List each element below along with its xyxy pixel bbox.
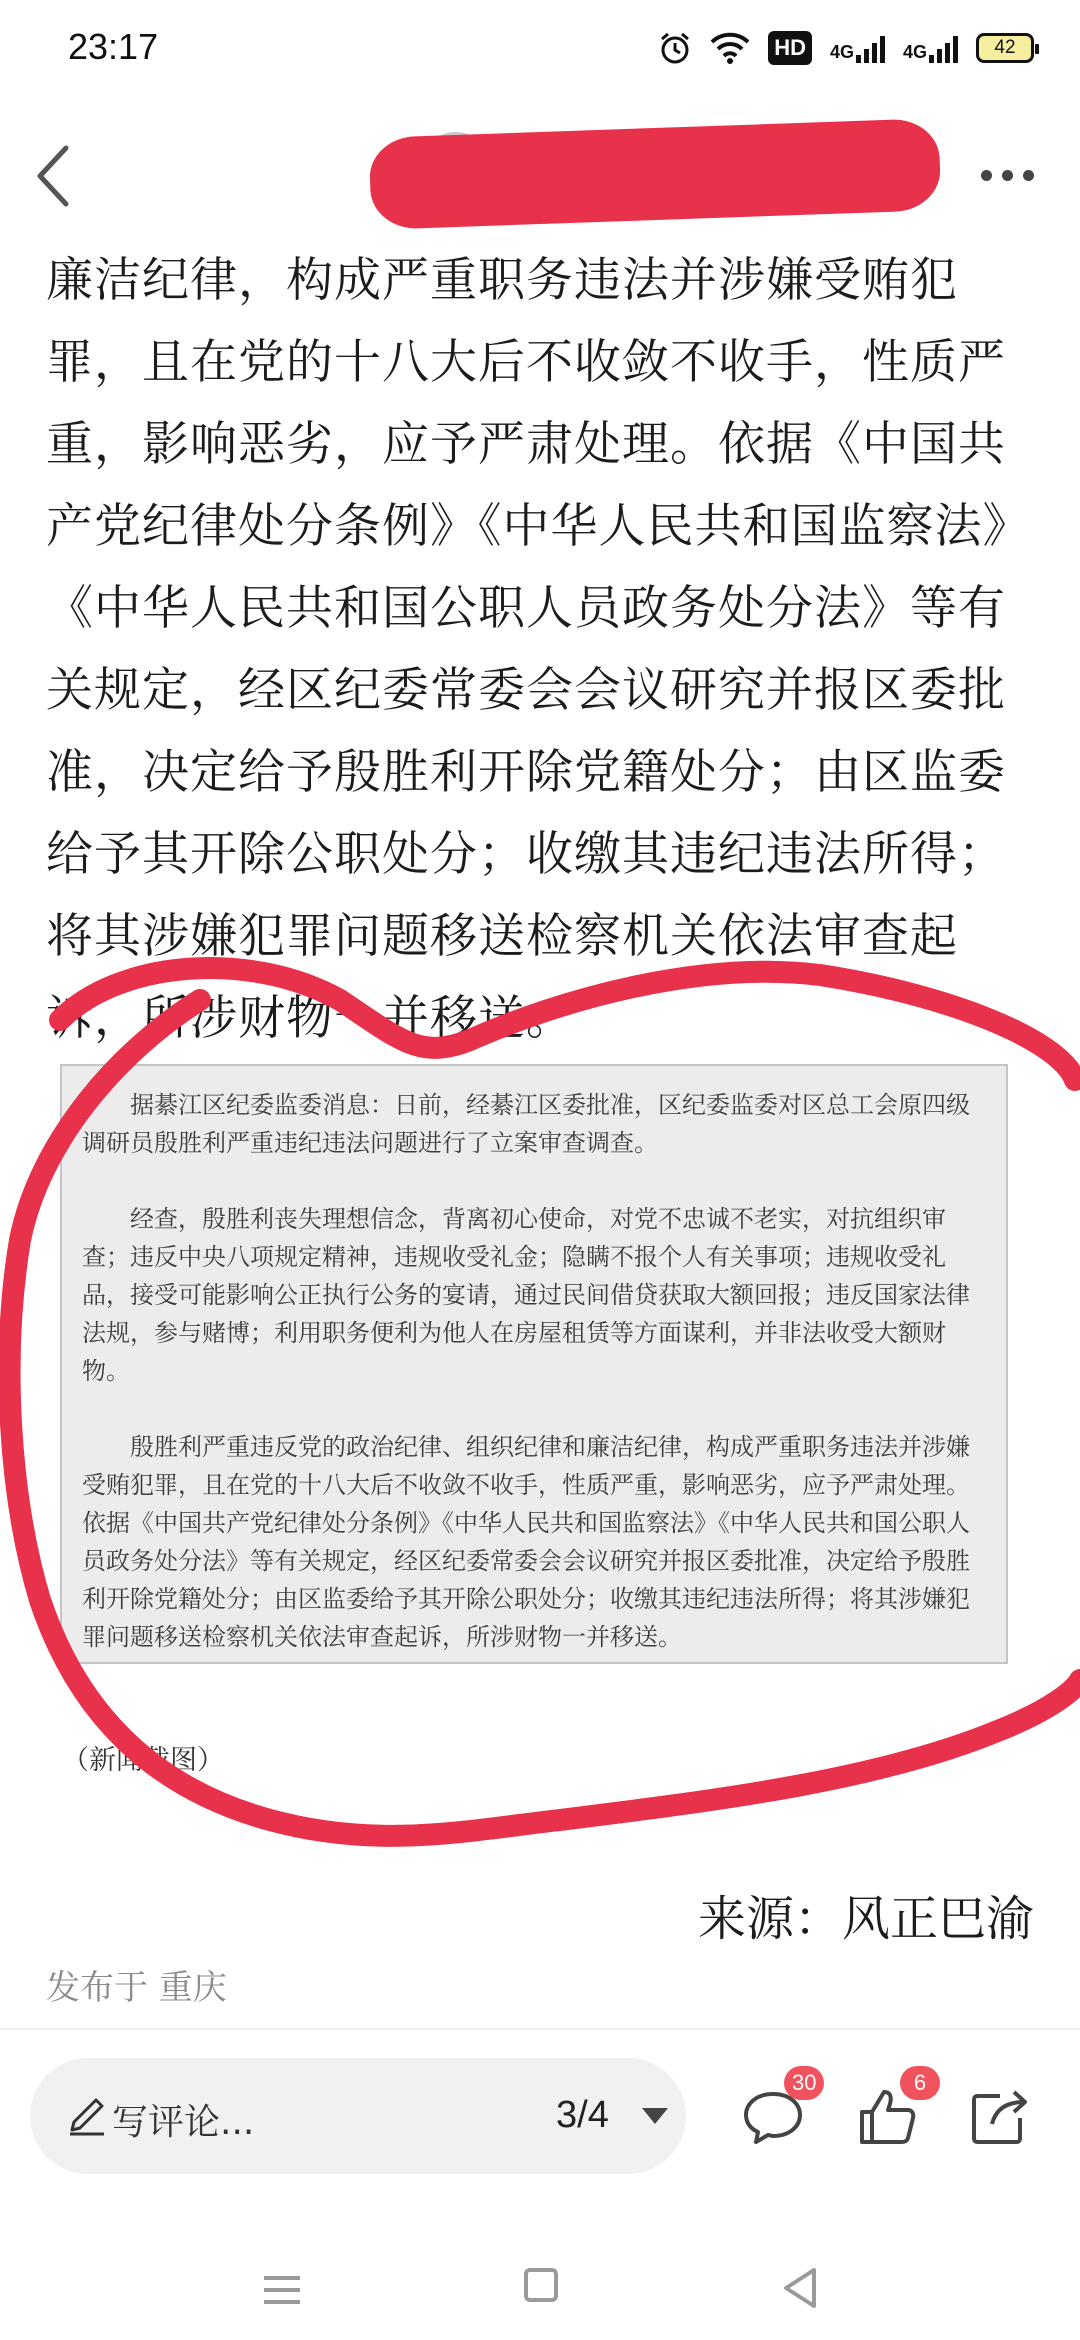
- clip-paragraph-1: 据綦江区纪委监委消息：日前，经綦江区委批准，区纪委监委对区总工会原四级调研员殷胜利严重违纪违法问题进行了立案审查调查。: [82, 1091, 970, 1157]
- system-nav-bar: [0, 2240, 1080, 2340]
- comment-placeholder: 写评论...: [112, 2102, 255, 2143]
- status-bar: [0, 0, 1080, 96]
- like-count-badge: [900, 2066, 940, 2100]
- clip-paragraph-2: 经查，殷胜利丧失理想信念，背离初心使命，对党不忠诚不老实，对抗组织审查；违反中央八项规定精神，违规收受礼金；隐瞒不报个人有关事项；违规收受礼品，接受可能影响公正执行公务的宴请，通过民间借贷获取大额回报；违反国家法律法规，参与赌博；利用职务便利为他人在房屋租赁等方面谋利，并非法收受大额财物。: [82, 1205, 970, 1385]
- like-count: 6: [913, 2070, 927, 2095]
- signal-label-2: 4G: [902, 42, 927, 62]
- article-paragraph: 廉洁纪律，构成严重职务违法并涉嫌受贿犯罪，且在党的十八大后不收敛不收手，性质严重，影响恶劣，应予严肃处理。依据《中国共产党纪律处分条例》《中华人民共和国监察法》《中华人民共和国公职人员政务处分法》等有关规定，经区纪委常委会会议研究并报区委批准，决定给予殷胜利开除党籍处分；由区监委给予其开除公职处分；收缴其违纪违法所得；将其涉嫌犯罪问题移送检察机关依法审查起诉，所涉财物一并移送。: [46, 253, 1031, 1046]
- signal-icon: [830, 33, 885, 63]
- signal-label-1: 4G: [829, 42, 854, 62]
- nav-menu-icon[interactable]: [262, 2270, 302, 2310]
- dropdown-caret-icon[interactable]: [642, 2108, 668, 2124]
- image-caption: （新闻截图）: [62, 1745, 224, 1776]
- page-indicator[interactable]: 3/4: [556, 2094, 609, 2136]
- status-icons: [658, 24, 1034, 72]
- hd-badge: HD: [768, 31, 812, 65]
- article-header: [0, 110, 1080, 230]
- battery-level: 42: [994, 37, 1016, 58]
- alarm-icon: [658, 31, 692, 65]
- pencil-icon: [64, 2092, 112, 2140]
- nav-home-icon[interactable]: [524, 2268, 558, 2302]
- article-body: [46, 240, 1034, 1060]
- signal-icon-2: [903, 33, 958, 63]
- comment-count: 30: [792, 2070, 817, 2095]
- divider: [0, 2028, 1080, 2030]
- nav-back-icon[interactable]: [780, 2266, 820, 2310]
- more-icon[interactable]: [972, 150, 1042, 200]
- comment-input[interactable]: [30, 2058, 686, 2174]
- article-source: 来源：风正巴渝: [697, 1891, 1034, 1947]
- status-time: 23:17: [68, 26, 159, 67]
- share-icon[interactable]: [964, 2082, 1034, 2152]
- news-screenshot: [60, 1064, 1008, 1664]
- clip-paragraph-3: 殷胜利严重违反党的政治纪律、组织纪律和廉洁纪律，构成严重职务违法并涉嫌受贿犯罪，且在党的十八大后不收敛不收手，性质严重，影响恶劣，应予严肃处理。依据《中国共产党纪律处分条例》《中华人民共和国监察法》《中华人民共和国公职人员政务处分法》等有关规定，经区纪委常委会会议研究并报区委批准，决定给予殷胜利开除党籍处分；由区监委给予其开除公职处分；收缴其违纪违法所得；将其涉嫌犯罪问题移送检察机关依法审查起诉，所涉财物一并移送。: [82, 1433, 970, 1651]
- wifi-icon: [710, 32, 750, 64]
- comment-count-badge: [784, 2066, 824, 2100]
- back-arrow-icon[interactable]: [26, 136, 86, 216]
- battery-icon: [976, 33, 1034, 63]
- redaction-mark: [369, 118, 942, 230]
- publish-location: 发布于 重庆: [46, 1968, 227, 2008]
